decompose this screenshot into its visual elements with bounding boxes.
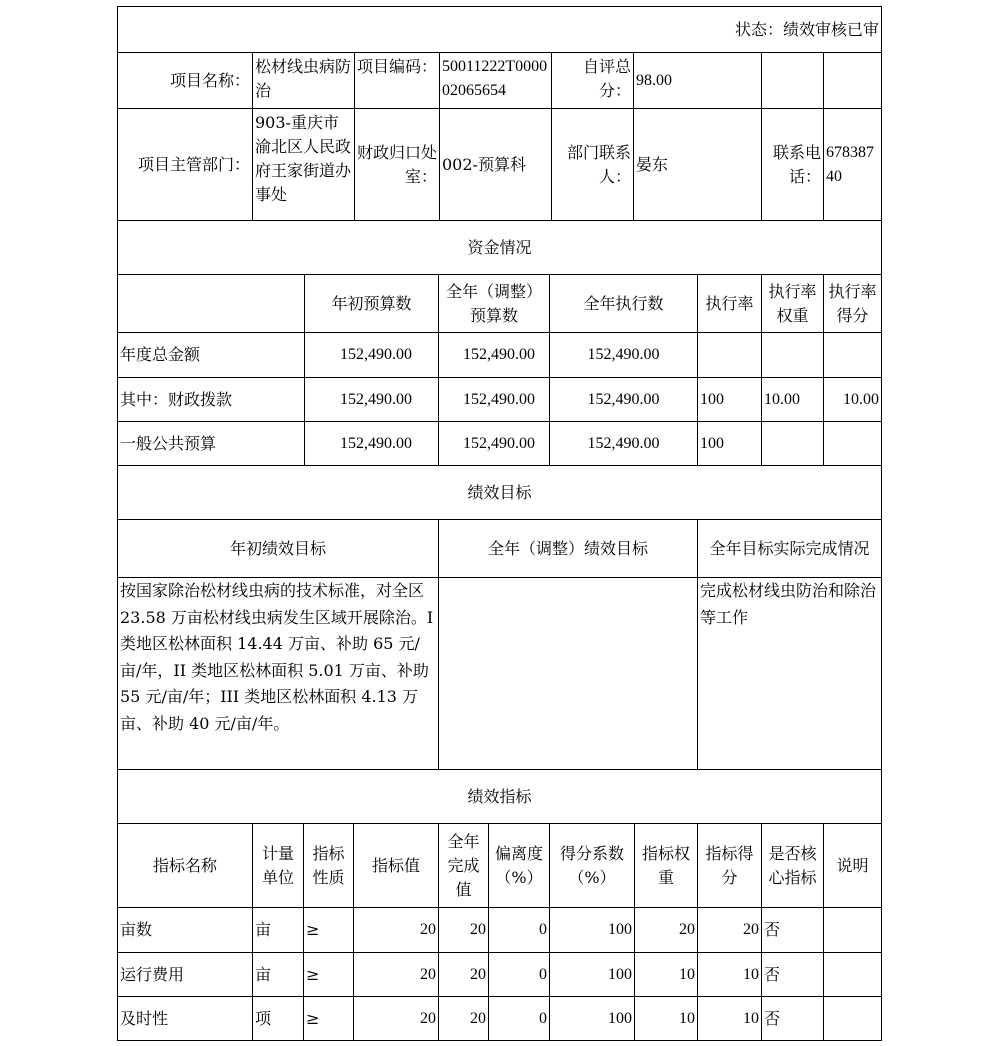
project-code-value: 50011222T000002065654 bbox=[439, 53, 551, 108]
empty-cell bbox=[823, 53, 881, 108]
funds-section-header bbox=[118, 220, 881, 275]
funds-row-rate: 100 bbox=[697, 422, 761, 465]
funds-row bbox=[118, 332, 881, 378]
ind-row-weight: 20 bbox=[634, 908, 697, 952]
ind-row-unit: 亩 bbox=[252, 953, 303, 996]
funds-row-weight bbox=[761, 422, 823, 465]
goals-section-title: 绩效目标 bbox=[467, 482, 532, 502]
funds-row-adjusted: 152,490.00 bbox=[438, 333, 549, 377]
funds-row-initial: 152,490.00 bbox=[304, 378, 438, 421]
ind-header-core: 是否核心指标 bbox=[761, 824, 823, 907]
goals-header-row bbox=[118, 519, 881, 578]
funds-row-executed: 152,490.00 bbox=[549, 333, 697, 377]
ind-row-weight: 10 bbox=[634, 997, 697, 1040]
funds-section-title: 资金情况 bbox=[467, 237, 532, 257]
goals-header-initial: 年初绩效目标 bbox=[229, 538, 326, 558]
initial-goal-text: 按国家除治松材线虫病的技术标准，对全区 23.58 万亩松材线虫病发生区域开展除治。I 类地区松林面积 14.44 万亩、补助 65 元/亩/年，II 类地区松林面积 5.01 万亩、补助 55 元/亩/年；III 类地区松林面积 4.13 万亩、补助 40 元/亩/年。 bbox=[120, 581, 434, 733]
project-info-row-1 bbox=[118, 52, 881, 109]
funds-header-initial: 年初预算数 bbox=[304, 275, 438, 332]
empty-cell bbox=[118, 275, 304, 332]
ind-row-coef: 100 bbox=[549, 953, 634, 996]
ind-row-score: 20 bbox=[697, 908, 761, 952]
ind-row-done: 20 bbox=[438, 997, 488, 1040]
ind-row-nature: ≥ bbox=[303, 908, 353, 952]
dept-label: 项目主管部门： bbox=[137, 154, 250, 174]
funds-header-score: 执行率得分 bbox=[823, 275, 881, 332]
ind-row-note bbox=[823, 953, 881, 996]
ind-header-nature: 指标性质 bbox=[303, 824, 353, 907]
actual-completion-text: 完成松材线虫防治和除治等工作 bbox=[697, 578, 881, 769]
status-row bbox=[118, 7, 881, 52]
funds-row-label: 其中：财政拨款 bbox=[120, 389, 233, 409]
ind-header-unit: 计量单位 bbox=[252, 824, 303, 907]
performance-report-table bbox=[117, 6, 882, 1041]
funds-row-score bbox=[823, 333, 881, 377]
contact-value: 晏东 bbox=[633, 109, 761, 220]
funds-header-executed: 全年执行数 bbox=[549, 275, 697, 332]
self-score-value: 98.00 bbox=[633, 53, 761, 108]
ind-row-score: 10 bbox=[697, 997, 761, 1040]
funds-row-weight bbox=[761, 333, 823, 377]
ind-row-core: 否 bbox=[761, 997, 823, 1040]
ind-header-name: 指标名称 bbox=[152, 855, 217, 875]
ind-row-deviation: 0 bbox=[488, 997, 549, 1040]
indicator-row bbox=[118, 907, 881, 953]
ind-row-nature: ≥ bbox=[303, 953, 353, 996]
ind-row-nature: ≥ bbox=[303, 997, 353, 1040]
ind-row-value: 20 bbox=[353, 953, 438, 996]
phone-label: 联系电话： bbox=[761, 109, 823, 220]
goals-header-actual: 全年目标实际完成情况 bbox=[697, 520, 881, 577]
ind-header-weight: 指标权重 bbox=[634, 824, 697, 907]
ind-row-unit: 亩 bbox=[252, 908, 303, 952]
funds-row-executed: 152,490.00 bbox=[549, 422, 697, 465]
ind-row-coef: 100 bbox=[549, 997, 634, 1040]
ind-header-value: 指标值 bbox=[353, 824, 438, 907]
funds-header-adjusted: 全年（调整）预算数 bbox=[438, 275, 549, 332]
indicators-header-row bbox=[118, 823, 881, 908]
funds-row-initial: 152,490.00 bbox=[304, 333, 438, 377]
funds-row-rate bbox=[697, 333, 761, 377]
funds-header-weight: 执行率权重 bbox=[761, 275, 823, 332]
funds-row-adjusted: 152,490.00 bbox=[438, 378, 549, 421]
ind-header-score: 指标得分 bbox=[697, 824, 761, 907]
ind-row-coef: 100 bbox=[549, 908, 634, 952]
funds-row-adjusted: 152,490.00 bbox=[438, 422, 549, 465]
indicators-section-title: 绩效指标 bbox=[467, 786, 532, 806]
self-score-label: 自评总分： bbox=[551, 53, 633, 108]
ind-header-deviation: 偏离度（%） bbox=[488, 824, 549, 907]
funds-row-label: 一般公共预算 bbox=[120, 433, 217, 453]
ind-row-value: 20 bbox=[353, 997, 438, 1040]
indicators-section-header bbox=[118, 769, 881, 824]
project-info-row-2 bbox=[118, 108, 881, 221]
ind-header-coef: 得分系数（%） bbox=[549, 824, 634, 907]
ind-row-core: 否 bbox=[761, 953, 823, 996]
dept-value: 903-重庆市渝北区人民政府王家街道办事处 bbox=[252, 109, 354, 220]
goals-header-adjusted: 全年（调整）绩效目标 bbox=[438, 520, 697, 577]
ind-row-done: 20 bbox=[438, 953, 488, 996]
indicator-row bbox=[118, 996, 881, 1041]
funds-row bbox=[118, 377, 881, 422]
goals-content-row bbox=[118, 577, 881, 770]
indicator-row bbox=[118, 952, 881, 997]
ind-row-score: 10 bbox=[697, 953, 761, 996]
ind-row-deviation: 0 bbox=[488, 953, 549, 996]
project-name-label: 项目名称： bbox=[169, 70, 250, 90]
ind-row-name: 及时性 bbox=[120, 1008, 169, 1028]
adjusted-goal-text bbox=[438, 578, 697, 769]
funds-row-rate: 100 bbox=[697, 378, 761, 421]
ind-row-core: 否 bbox=[761, 908, 823, 952]
funds-row-score: 10.00 bbox=[823, 378, 881, 421]
contact-label: 部门联系人： bbox=[551, 109, 633, 220]
funds-row bbox=[118, 421, 881, 466]
funds-row-label: 年度总金额 bbox=[120, 345, 201, 364]
ind-row-note bbox=[823, 908, 881, 952]
ind-header-note: 说明 bbox=[823, 824, 881, 907]
ind-row-value: 20 bbox=[353, 908, 438, 952]
finance-office-value: 002-预算科 bbox=[439, 109, 551, 220]
ind-header-done: 全年完成值 bbox=[438, 824, 488, 907]
ind-row-weight: 10 bbox=[634, 953, 697, 996]
ind-row-done: 20 bbox=[438, 908, 488, 952]
funds-row-score bbox=[823, 422, 881, 465]
ind-row-note bbox=[823, 997, 881, 1040]
ind-row-name: 亩数 bbox=[120, 920, 153, 939]
funds-header-row bbox=[118, 274, 881, 333]
funds-row-weight: 10.00 bbox=[761, 378, 823, 421]
phone-value: 67838740 bbox=[823, 109, 881, 220]
goals-section-header bbox=[118, 465, 881, 520]
project-code-label: 项目编码： bbox=[354, 53, 439, 108]
ind-row-name: 运行费用 bbox=[120, 964, 185, 984]
project-name-value: 松材线虫病防治 bbox=[252, 53, 354, 108]
status-text: 状态：绩效审核已审 bbox=[734, 19, 879, 39]
empty-cell bbox=[761, 53, 823, 108]
ind-row-unit: 项 bbox=[252, 997, 303, 1040]
ind-row-deviation: 0 bbox=[488, 908, 549, 952]
funds-row-initial: 152,490.00 bbox=[304, 422, 438, 465]
funds-row-executed: 152,490.00 bbox=[549, 378, 697, 421]
finance-office-label: 财政归口处室： bbox=[354, 109, 439, 220]
funds-header-rate: 执行率 bbox=[697, 275, 761, 332]
